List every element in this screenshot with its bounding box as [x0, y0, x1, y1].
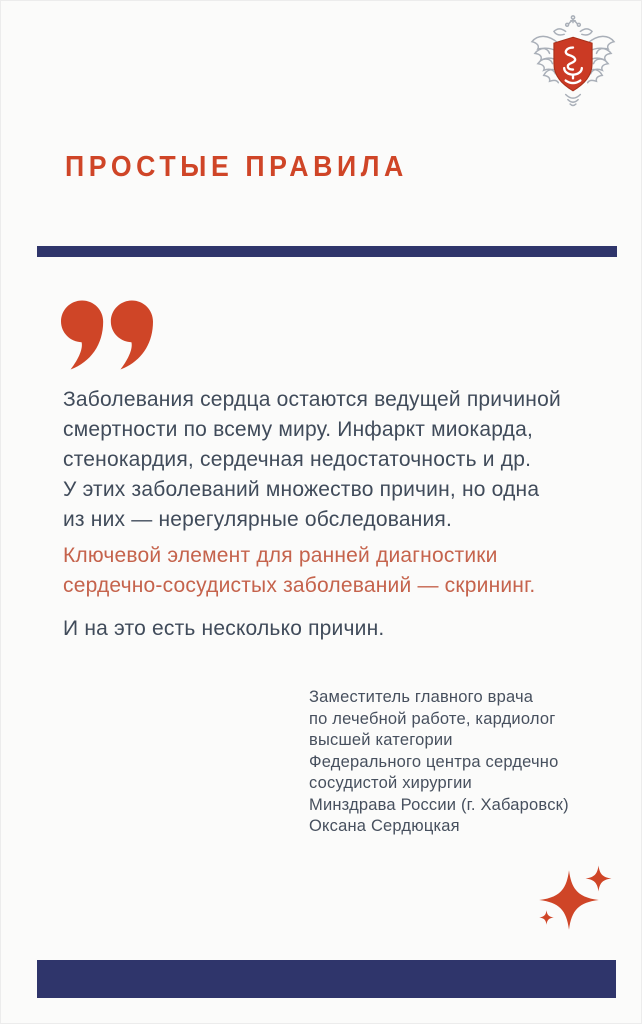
paragraph-line: Заболевания сердца остаются ведущей причиной	[63, 388, 561, 411]
attribution-line: Федерального центра сердечно	[309, 752, 559, 771]
top-divider-bar	[37, 246, 617, 257]
quote-highlight-paragraph	[63, 541, 593, 601]
attribution-line: Минздрава России (г. Хабаровск)	[309, 795, 569, 814]
paragraph-line: У этих заболеваний множество причин, но одна	[63, 478, 540, 501]
attribution-line: по лечебной работе, кардиолог	[309, 709, 556, 728]
attribution-line: Заместитель главного врача	[309, 688, 534, 706]
paragraph-line: смертности по всему миру. Инфаркт миокарда,	[63, 418, 534, 441]
page-title: ПРОСТЫЕ ПРАВИЛА	[65, 151, 408, 183]
quote-mark-icon	[61, 299, 153, 371]
quote-paragraph-1	[63, 385, 593, 535]
highlight-line: Ключевой элемент для ранней диагностики	[63, 544, 498, 567]
paragraph-line: из них — нерегулярные обследования.	[63, 508, 453, 531]
attribution-block	[309, 687, 609, 838]
highlight-line: сердечно-сосудистых заболеваний — скрининг.	[63, 574, 536, 597]
paragraph-line: стенокардия, сердечная недостаточность и др.	[63, 448, 532, 471]
attribution-line: сосудистой хирургии	[309, 774, 472, 792]
sparkle-stars-icon	[521, 861, 621, 941]
quote-paragraph-2: И на это есть несколько причин.	[63, 617, 385, 640]
minzdrav-eagle-emblem-icon	[529, 11, 617, 109]
attribution-line: Оксана Сердюцкая	[309, 817, 460, 835]
bottom-footer-bar	[37, 960, 616, 998]
attribution-line: высшей категории	[309, 731, 453, 749]
